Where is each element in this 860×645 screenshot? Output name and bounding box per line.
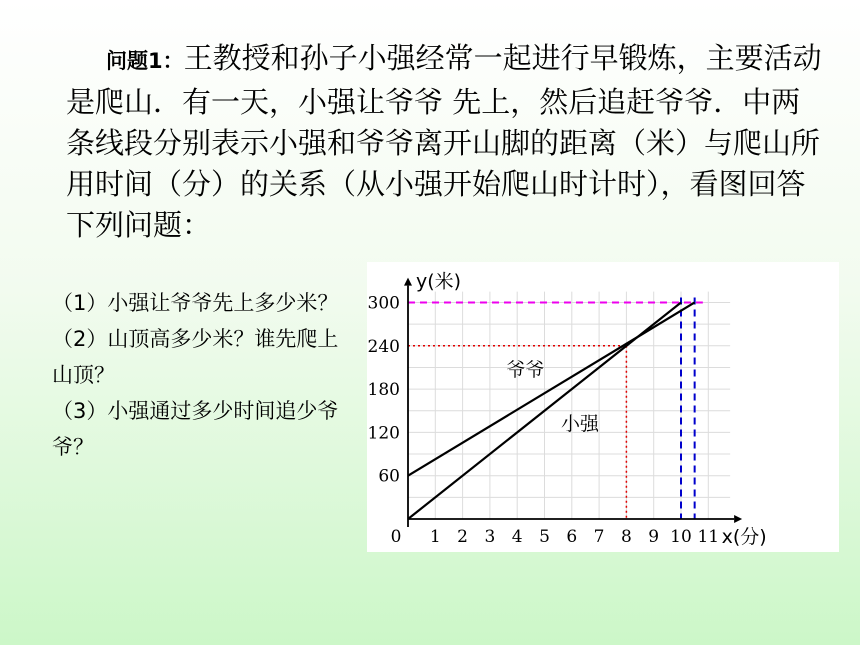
x-tick-label: 5 <box>539 527 550 547</box>
y-tick-label: 180 <box>367 380 400 401</box>
y-tick-label: 240 <box>367 336 400 357</box>
x-axis-label: x(分) <box>721 526 767 548</box>
y-tick-label: 120 <box>367 423 400 444</box>
x-tick-label: 9 <box>648 527 660 547</box>
series-label: 爷爷 <box>506 359 545 382</box>
problem-statement <box>66 38 826 246</box>
x-tick-label: 10 <box>670 527 692 547</box>
x-tick-label: 4 <box>511 527 523 547</box>
x-tick-label: 6 <box>566 527 578 547</box>
x-tick-label: 1 <box>429 527 441 547</box>
question-3: （3）小强通过多少时间追少爷爷？ <box>52 399 339 459</box>
series-label: 小强 <box>560 413 599 436</box>
question-2: （2）山顶高多少米？谁先爬上山顶？ <box>52 327 339 387</box>
x-tick-label: 7 <box>593 527 605 547</box>
x-tick-label: 11 <box>697 527 720 547</box>
x-tick-label: 0 <box>390 527 402 547</box>
distance-time-chart <box>367 262 839 552</box>
y-tick-label: 60 <box>378 466 400 487</box>
x-tick-label: 2 <box>457 527 469 547</box>
question-1: （1）小强让爷爷先上多少米？ <box>52 291 339 315</box>
x-tick-label: 8 <box>620 527 632 547</box>
problem-label: 问题1： <box>106 49 184 73</box>
x-tick-label: 3 <box>484 527 496 547</box>
y-tick-label: 300 <box>367 293 400 314</box>
y-axis-label: y(米) <box>416 270 462 293</box>
problem-text: 王教授和孙子小强经常一起进行早锻炼，主要活动是爬山．有一天，小强让爷爷 先上，然后追赶爷爷．中两条线段分别表示小强和爷爷离开山脚的距离（米）与爬山所用时间（分）的关系（从小强开始爬山时计时），看图回答下列问题： <box>66 41 822 242</box>
chart-background <box>367 262 839 552</box>
question-list <box>52 285 342 465</box>
